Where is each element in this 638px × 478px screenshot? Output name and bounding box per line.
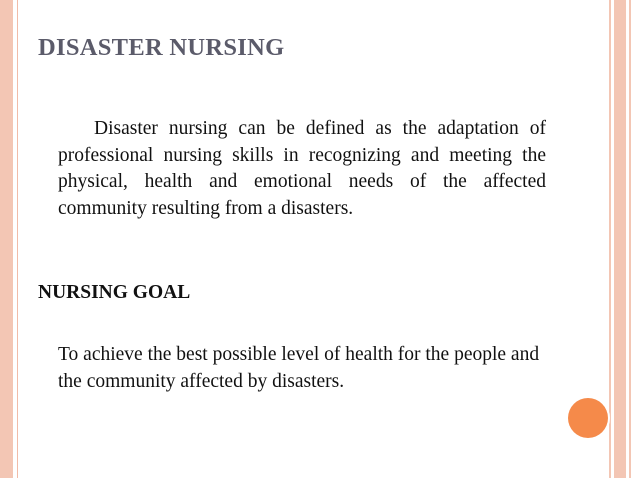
- left-border-band: [0, 0, 13, 478]
- slide-title: DISASTER NURSING: [38, 34, 285, 61]
- decorative-circle: [568, 398, 608, 438]
- definition-paragraph: Disaster nursing can be defined as the adaptation of professional nursing skills in recognizing and meeting the physical, health and emotional needs of the affected community resulting from a disasters.: [58, 118, 546, 219]
- goal-heading: NURSING GOAL: [38, 282, 191, 303]
- goal-paragraph: To achieve the best possible level of health for the people and the community affected by disasters.: [58, 344, 540, 392]
- left-border-line: [17, 0, 18, 478]
- right-border-band: [614, 0, 626, 478]
- right-border-line-inner: [609, 0, 611, 478]
- right-border-line-outer: [629, 0, 631, 478]
